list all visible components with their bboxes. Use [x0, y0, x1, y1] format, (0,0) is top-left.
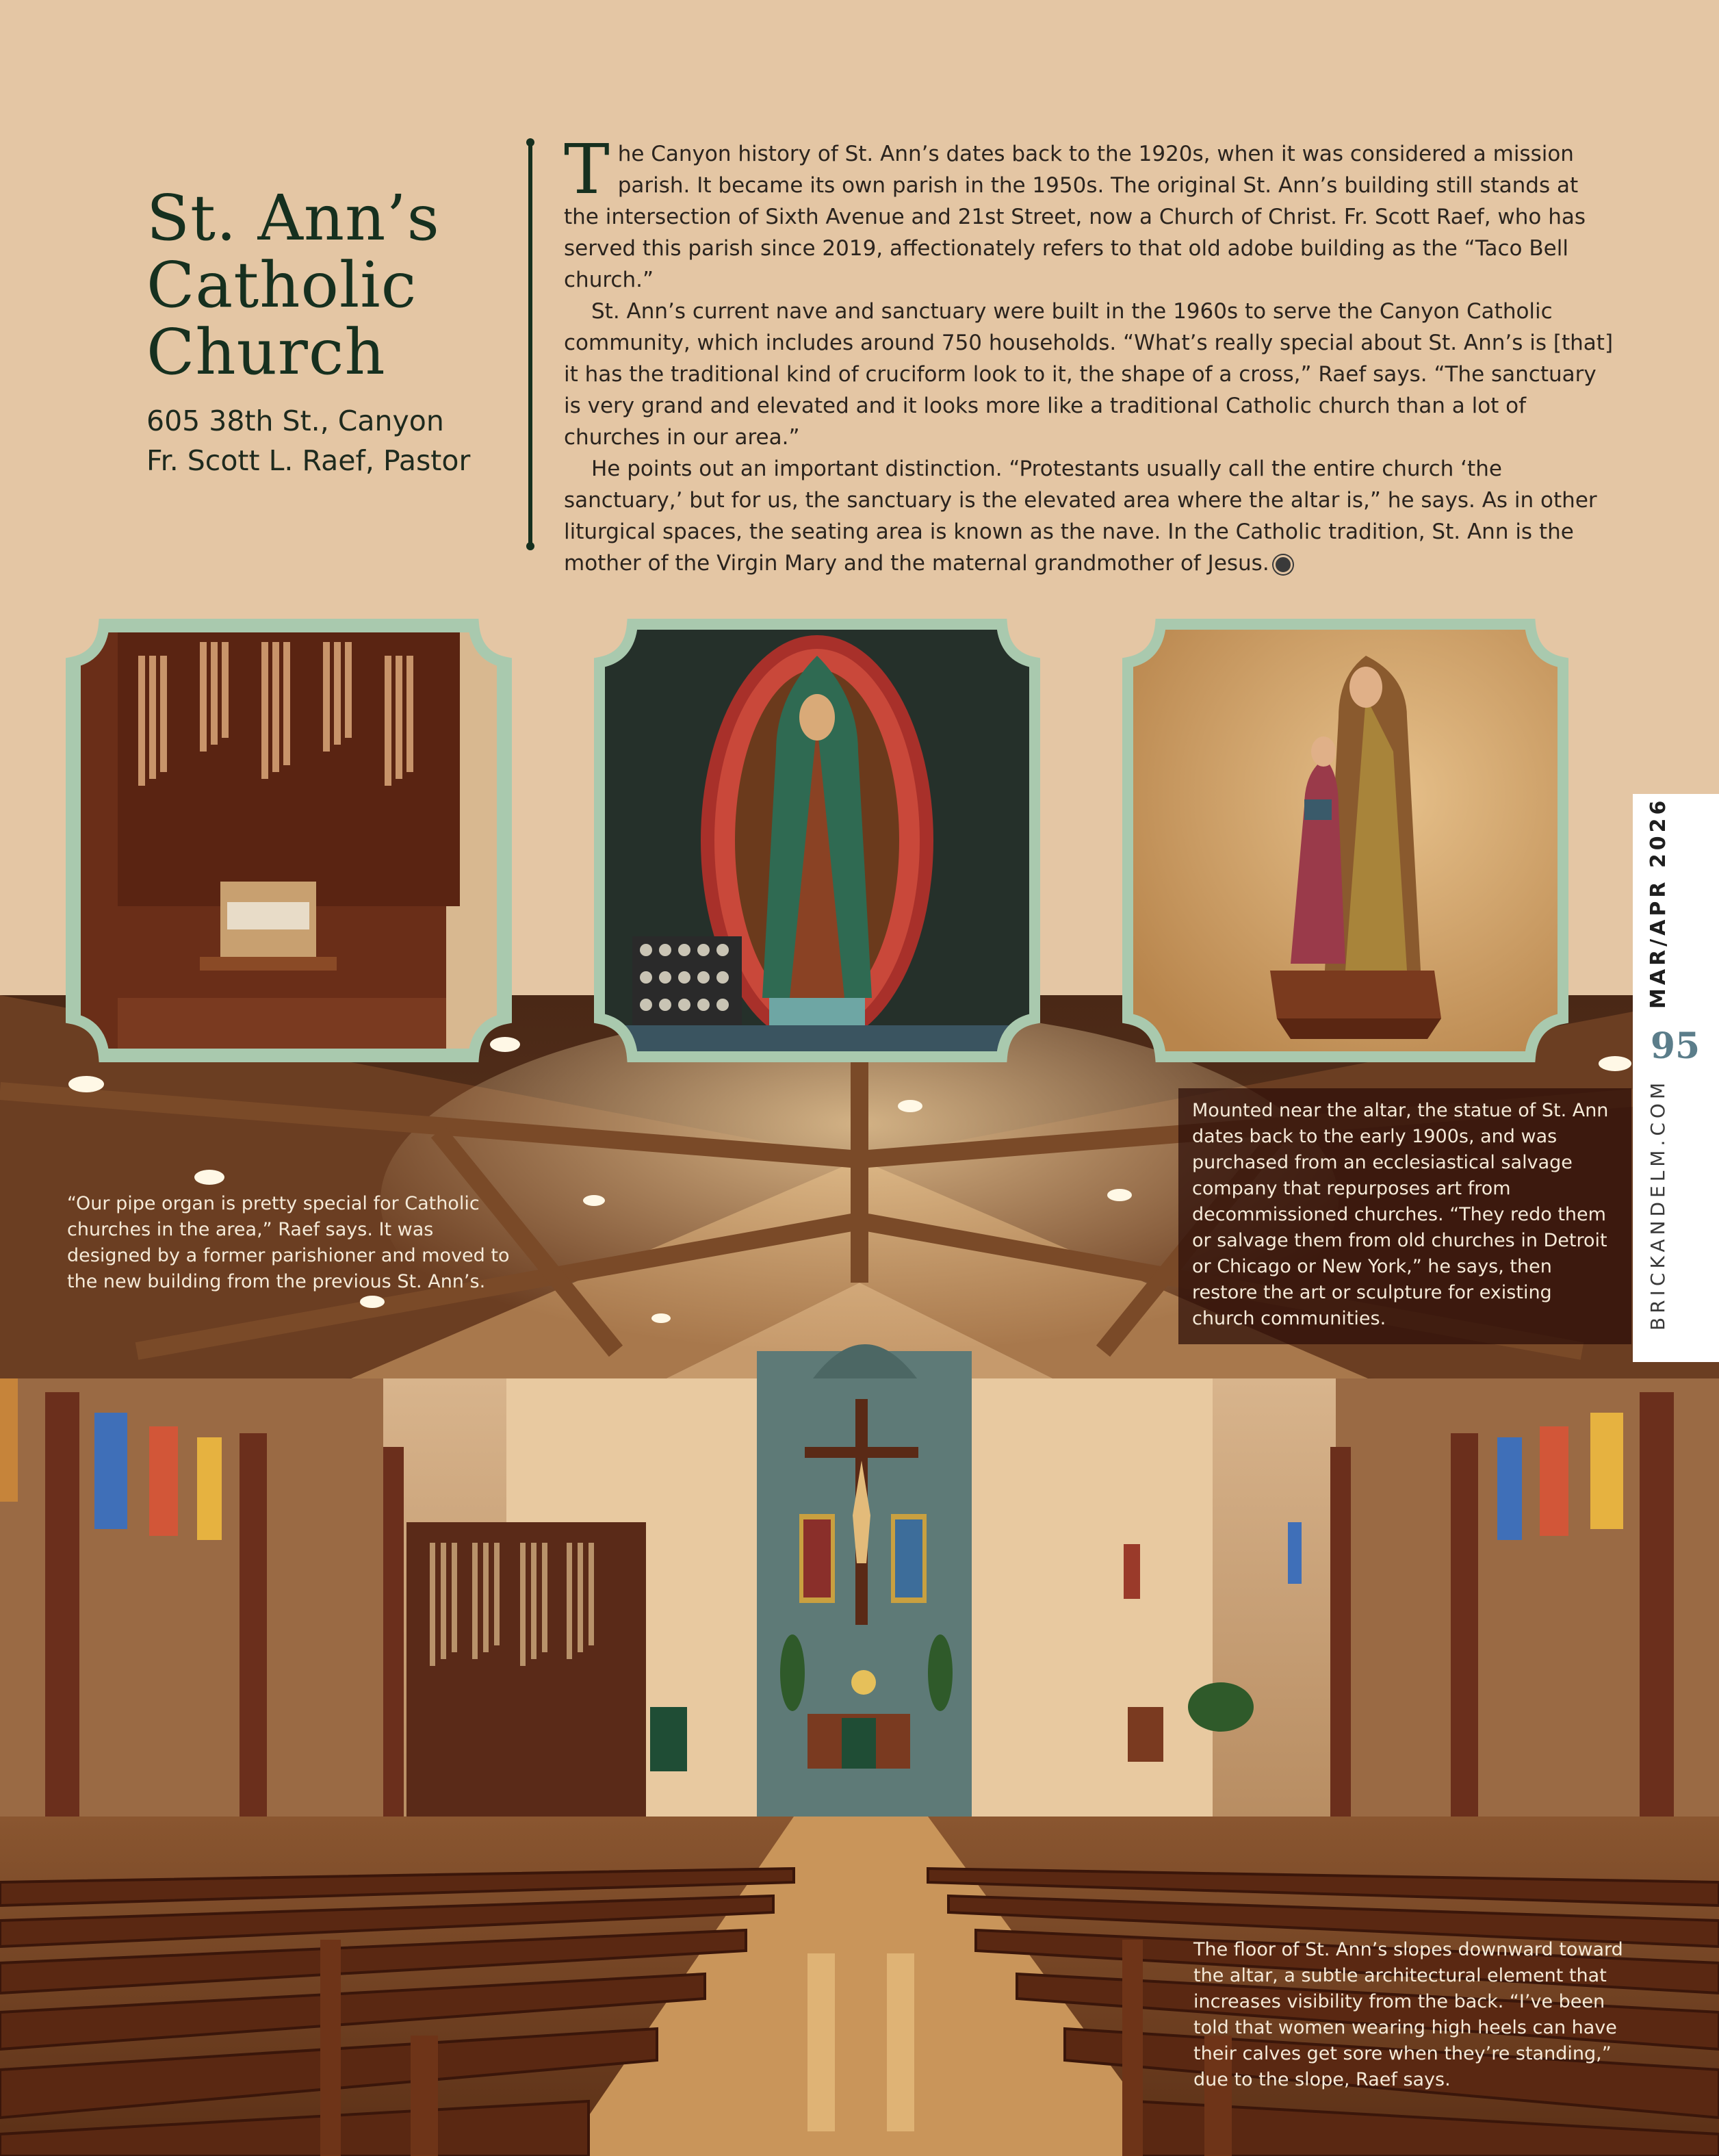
pipe-organ-photo — [63, 615, 515, 1066]
issue-date: MAR/APR 2026 — [1646, 797, 1670, 1009]
organ-caption-text: “Our pipe organ is pretty special for Catholic churches in the area,” Raef says. It was designed by a former parishioner and moved to the new building from the previous St. Ann’s. — [67, 1193, 510, 1292]
website: BRICKANDELM.COM — [1646, 1078, 1669, 1331]
drop-cap: T — [564, 129, 610, 209]
statue-caption-text: Mounted near the altar, the statue of St. Ann dates back to the early 1900s, and was purchased from an ecclesiastical salvage company that repurposes art from decommissioned churches. “They redo them or salvage them from old churches in Detroit or Chicago or New York,” he says, then restore the art or sculpture for existing church communities. — [1192, 1100, 1609, 1329]
intro-paragraph: He points out an important distinction. “Protestants usually call the entire church ‘the sanctuary,’ but for us, the sanctuary is the elevated area where the altar is,” he says. As in other liturgical spaces, the seating area is known as the nave. In the Catholic tradition, St. Ann is the mother of the Virgin Mary and the maternal grandmother of Jesus. — [564, 457, 1597, 576]
st-ann-statue-photo — [1120, 615, 1571, 1066]
end-mark-icon — [1274, 555, 1293, 574]
page-number: 95 — [1650, 1025, 1701, 1067]
church-name-line: Catholic — [146, 248, 417, 322]
virgin-mary-statue-photo — [591, 615, 1043, 1066]
church-name — [146, 181, 502, 389]
statue-caption — [1178, 1088, 1631, 1344]
vertical-divider — [528, 142, 532, 546]
church-name-line: Church — [146, 316, 386, 389]
intro-paragraph: The Canyon history of St. Ann’s dates back to the 1920s, when it was considered a mission parish. It became its own parish in the 1950s. The original St. Ann’s building still stands at the intersection of Sixth Avenue and 21st Street, now a Church of Christ. Fr. Scott Raef, who has served this parish since 2019, affectionately refers to that old adobe building as the “Taco Bell church.” — [564, 129, 1586, 292]
intro-article — [564, 129, 1618, 579]
church-address: 605 38th St., Canyon — [146, 405, 444, 437]
intro-paragraph: St. Ann’s current nave and sanctuary were built in the 1960s to serve the Canyon Catholic community, which includes around 750 households. “What’s really special about St. Ann’s is [that] it has the traditional kind of cruciform look to it, the shape of a cross,” Raef says. “The sanctuary is very grand and elevated and it looks more like a traditional Catholic church than a lot of churches in our area.” — [564, 299, 1614, 450]
church-name-line: St. Ann’s — [146, 181, 440, 255]
church-title-block — [146, 181, 502, 480]
church-pastor: Fr. Scott L. Raef, Pastor — [146, 444, 471, 477]
floor-caption-text: The floor of St. Ann’s slopes downward toward the altar, a subtle architectural element that increases visibility from the back. “I’ve been told that women wearing high heels can have their calves get sore when they’re standing,” due to the slope, Raef says. — [1193, 1939, 1623, 2090]
floor-caption — [1193, 1937, 1638, 2093]
organ-caption — [67, 1191, 519, 1295]
folio-tab — [1633, 794, 1719, 1362]
